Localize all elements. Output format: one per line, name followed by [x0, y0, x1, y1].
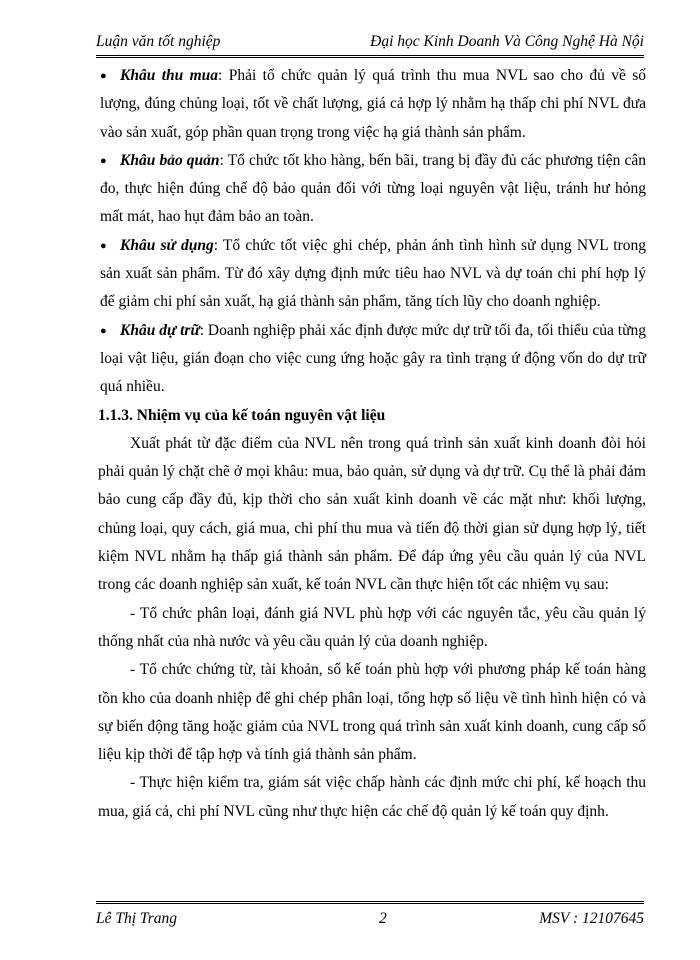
paragraph: Xuất phát từ đặc điểm của NVL nên trong quá trình sản xuất kinh doanh đòi hỏi phải quản lý chặt chẽ ở mọi khâu: mua, bảo quản, sử dụng và dự trữ. Cụ thể là phải đảm bảo cung cấp đầy đủ, kịp thời cho sản xuất kinh doanh về các mặt như: khối lượng, chủng loại, quy cách, giá mua, chi phí thu mua và tiến độ thời gian sử dụng hợp lý, tiết kiệm NVL nhằm hạ thấp giá thành sản phẩm. Để đáp ứng yêu cầu quản lý của NVL trong các doanh nghiệp sản xuất, kế toán NVL cần thực hiện tốt các nhiệm vụ sau: [98, 434, 646, 594]
bullet-item [98, 62, 646, 147]
bullet-item [98, 317, 646, 402]
bullet-icon: ● [100, 70, 107, 82]
header-rule [96, 55, 644, 58]
header-right: Đại học Kinh Doanh Và Công Nghệ Hà Nội [370, 33, 644, 50]
page-number: 2 [379, 910, 387, 927]
paragraph: - Tổ chức phân loại, đánh giá NVL phù hợp với các nguyên tắc, yêu cầu quản lý thống nhất của nhà nước và yêu cầu quản lý của doanh nghiệp. [98, 604, 646, 650]
bullet-icon: ● [100, 239, 107, 252]
page-header [96, 33, 644, 51]
paragraph: - Tổ chức chứng từ, tài khoản, sổ kế toán phù hợp với phương pháp kế toán hàng tồn kho của doanh nhiệp để ghi chép phân loại, tổng hợp số liệu về tình hình hiện có và sự biến động tăng hoặc giảm của NVL trong quá trình sản xuất kinh doanh, cung cấp số liệu kịp thời để tập hợp và tính giá thành sản phẩm. [98, 661, 646, 764]
bullet-text: : Doanh nghiệp phải xác định được mức dự trữ tối đa, tối thiểu của từng loại vật liệu, gián đoạn cho việc cung ứng hoặc gây ra tình trạng ứ động vốn do dự trữ quá nhiều. [100, 321, 646, 396]
bullet-icon: ● [100, 154, 107, 167]
footer-student-id: MSV : 12107645 [539, 910, 644, 927]
bullet-icon: ● [100, 324, 107, 337]
bullet-text: : Tổ chức tốt kho hàng, bến bãi, trang bị đầy đủ các phương tiện cân đo, thực hiện đúng chế độ bảo quản đối với từng loại nguyên vật liệu, tránh hư hỏng mất mát, hao hụt đảm bảo an toàn. [100, 151, 647, 226]
bullet-term: Khâu sử dụng [120, 236, 214, 254]
bullet-item [98, 232, 646, 317]
bullet-term: Khâu bảo quản [120, 151, 220, 169]
paragraph: - Thực hiện kiểm tra, giám sát việc chấp hành các định mức chi phí, kế hoạch thu mua, giá cả, chi phí NVL cũng như thực hiện các chế độ quản lý kế toán quy định. [98, 774, 646, 820]
bullet-text: : Phải tổ chức quản lý quá trình thu mua NVL sao cho đủ về số lượng, đúng chủng loại, tốt về chất lượng, giá cả hợp lý nhằm hạ thấp chi phí NVL đưa vào sản xuất, góp phần quan trọng trong việc hạ giá thành sản phẩm. [100, 67, 646, 141]
header-left: Luận văn tốt nghiệp [96, 33, 221, 50]
page-body [98, 62, 646, 826]
bullet-item [98, 147, 646, 232]
bullet-term: Khâu thu mua [120, 67, 219, 84]
footer-author: Lê Thị Trang [96, 910, 177, 927]
bullet-term: Khâu dự trữ [120, 321, 200, 339]
footer-rule [96, 901, 644, 904]
bullet-text: : Tổ chức tốt việc ghi chép, phản ánh tình hình sử dụng NVL trong sản xuất sản phẩm. Từ đó xây dựng định mức tiêu hao NVL và dự toán chi phí hợp lý để giảm chi phí sản xuất, hạ giá thành sản phẩm, tăng tích lũy cho doanh nghiệp. [100, 236, 646, 311]
section-title: 1.1.3. Nhiệm vụ của kế toán nguyên vật liệu [98, 406, 386, 424]
